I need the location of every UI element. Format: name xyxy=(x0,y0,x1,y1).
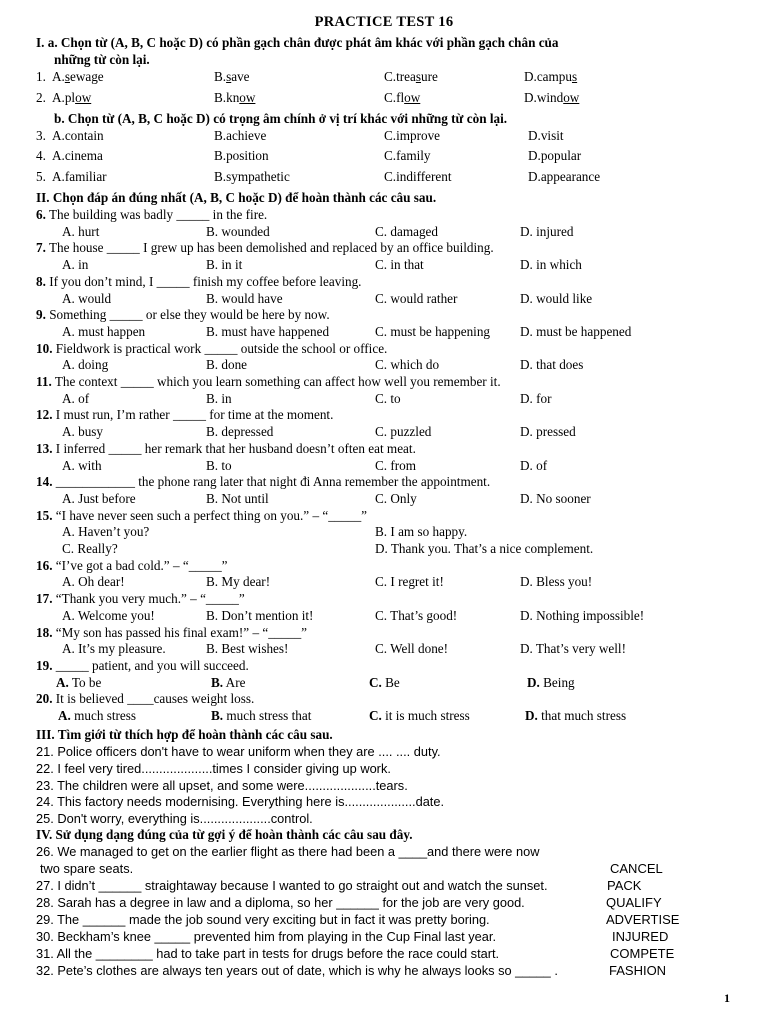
option-letter: A. xyxy=(56,674,69,690)
option-letter: D. xyxy=(524,69,537,84)
answer-option: C. I regret it! xyxy=(375,574,444,590)
answer-option: C.indifferent xyxy=(384,169,452,184)
option-letter: A. xyxy=(52,69,65,84)
option-text: campu xyxy=(536,69,572,84)
answer-option xyxy=(527,674,575,691)
answer-option xyxy=(384,68,438,85)
question-stem xyxy=(36,340,387,357)
section-heading-cont: những từ còn lại. xyxy=(54,52,150,67)
answer-option: B. would have xyxy=(206,290,283,306)
question-number: 7. xyxy=(36,240,46,256)
question-stem xyxy=(36,239,494,256)
answer-option: D.appearance xyxy=(528,169,601,184)
question-stem xyxy=(36,440,416,457)
answer-option: C. to xyxy=(375,390,401,406)
option-letter: C. xyxy=(369,708,382,723)
question-text: Fieldwork is practical work _____ outside the school or office. xyxy=(52,340,388,356)
answer-option: B. done xyxy=(206,357,248,373)
answer-option: D. that does xyxy=(520,357,584,373)
word-form-sentence: 29. The ______ made the job sound very exciting but in fact it was pretty boring. xyxy=(36,912,490,927)
underlined-part: s xyxy=(415,69,421,84)
answer-option: C.improve xyxy=(384,128,441,143)
question-stem xyxy=(36,406,333,423)
option-text: Be xyxy=(385,674,400,690)
answer-option: D. pressed xyxy=(520,424,576,440)
answer-option: A. in xyxy=(62,257,89,273)
cue-word: CANCEL xyxy=(610,861,663,876)
underlined-part: ow xyxy=(563,90,580,105)
answer-option: C.family xyxy=(384,148,431,163)
answer-option: D. injured xyxy=(520,223,574,239)
answer-option: D. That’s very well! xyxy=(520,641,626,657)
question-number: 19. xyxy=(36,657,53,673)
question-stem xyxy=(36,624,307,641)
section-heading: II. Chọn đáp án đúng nhất (A, B, C hoặc D) để hoàn thành các câu sau. xyxy=(36,190,437,205)
question-stem xyxy=(36,507,367,524)
answer-option: B. Don’t mention it! xyxy=(206,607,314,623)
answer-option: B. I am so happy. xyxy=(375,524,468,540)
word-form-sentence: 32. Pete’s clothes are always ten years out of date, which is why he always looks so _____ . xyxy=(36,963,558,978)
question-number: 14. xyxy=(36,474,53,490)
answer-option: A. It’s my pleasure. xyxy=(62,641,166,657)
question-number: 3. xyxy=(36,128,46,143)
question-stem xyxy=(36,373,501,390)
option-letter: B. xyxy=(211,708,224,723)
answer-option: B. My dear! xyxy=(206,574,271,590)
word-form-sentence-cont: two spare seats. xyxy=(40,861,134,876)
word-form-sentence: 31. All the ________ had to take part in tests for drugs before the race could start. xyxy=(36,946,500,961)
answer-option xyxy=(211,707,311,724)
answer-option xyxy=(524,68,577,85)
answer-option: C. from xyxy=(375,457,417,473)
underlined-part: ow xyxy=(404,90,421,105)
question-text: The house _____ I grew up has been demolished and replaced by an office building. xyxy=(45,240,494,256)
answer-option: A. would xyxy=(62,290,112,306)
question-number: 10. xyxy=(36,340,53,356)
answer-option: A. of xyxy=(62,390,90,406)
option-text: it is much stress xyxy=(385,708,470,723)
option-letter: A. xyxy=(58,708,71,723)
question-stem xyxy=(36,657,249,674)
option-letter: C. xyxy=(369,674,382,690)
question-text: “My son has passed his final exam!” – “_____” xyxy=(52,624,308,640)
answer-option xyxy=(56,674,101,691)
answer-option: A. Oh dear! xyxy=(62,574,125,590)
cue-word: PACK xyxy=(607,878,642,893)
answer-option xyxy=(52,68,104,85)
answer-option: A. busy xyxy=(62,424,104,440)
section-heading: I. a. Chọn từ (A, B, C hoặc D) có phần gạch chân được phát âm khác với phần gạch chân của xyxy=(36,35,559,50)
underlined-part: ow xyxy=(239,90,256,105)
question-number: 20. xyxy=(36,691,53,707)
answer-option: B. in it xyxy=(206,257,243,273)
answer-option xyxy=(525,707,626,724)
cue-word: COMPETE xyxy=(610,946,675,961)
question-text: ____________ the phone rang later that night đi Anna remember the appointment. xyxy=(52,474,491,490)
answer-option: A. doing xyxy=(62,357,109,373)
cue-word: QUALIFY xyxy=(606,895,662,910)
answer-option: D. Thank you. That’s a nice complement. xyxy=(375,541,594,556)
option-text: ewage xyxy=(69,69,104,84)
answer-option: A. Just before xyxy=(62,490,136,506)
underlined-part: ow xyxy=(75,90,92,105)
option-text: wind xyxy=(536,90,564,105)
question-stem xyxy=(36,473,490,490)
question-text: I inferred _____ her remark that her husband doesn’t often eat meat. xyxy=(52,440,416,456)
fill-in-sentence: 23. The children were all upset, and some were....................tears. xyxy=(36,777,408,793)
question-text: _____ patient, and you will succeed. xyxy=(52,657,249,673)
answer-option: B.sympathetic xyxy=(214,169,290,184)
question-number: 15. xyxy=(36,507,53,523)
option-text: that much stress xyxy=(541,708,627,723)
answer-option xyxy=(369,674,400,691)
answer-option: A.cinema xyxy=(52,148,103,163)
question-number: 13. xyxy=(36,440,53,456)
answer-option: C. puzzled xyxy=(375,424,432,440)
answer-option: B. in xyxy=(206,390,232,406)
answer-option: A. Welcome you! xyxy=(62,607,155,623)
question-number: 8. xyxy=(36,273,46,289)
answer-option: B.position xyxy=(214,148,269,163)
answer-option: D. No sooner xyxy=(520,490,591,506)
answer-option: C. would rather xyxy=(375,290,458,306)
answer-option: C. Well done! xyxy=(375,641,449,657)
fill-in-sentence: 25. Don't worry, everything is....................control. xyxy=(36,811,313,827)
option-text: much stress that xyxy=(226,708,312,723)
question-text: It is believed ____causes weight loss. xyxy=(52,691,255,707)
cue-word: INJURED xyxy=(612,929,669,944)
page-title: PRACTICE TEST 16 xyxy=(314,14,454,30)
fill-in-sentence: 22. I feel very tired....................times I consider giving up work. xyxy=(36,760,391,776)
answer-option: A.contain xyxy=(52,128,104,143)
answer-option: D.visit xyxy=(528,128,564,143)
answer-option xyxy=(214,89,255,106)
answer-option: D.popular xyxy=(528,148,582,163)
answer-option xyxy=(384,89,420,106)
question-number: 17. xyxy=(36,591,53,607)
option-text: To be xyxy=(71,674,102,690)
answer-option: D. for xyxy=(520,390,552,406)
underlined-part: s xyxy=(226,69,232,84)
cue-word: FASHION xyxy=(609,963,667,978)
question-number: 16. xyxy=(36,557,53,573)
answer-option xyxy=(52,89,91,106)
question-text: The building was badly _____ in the fire. xyxy=(45,207,268,222)
answer-option xyxy=(211,674,245,691)
section-heading: b. Chọn từ (A, B, C hoặc D) có trọng âm chính ở vị trí khác với những từ còn lại. xyxy=(54,111,508,126)
question-number: 2. xyxy=(36,90,46,105)
fill-in-sentence: 21. Police officers don't have to wear uniform when they are .... .... duty. xyxy=(36,744,441,759)
question-text: If you don’t mind, I _____ finish my coffee before leaving. xyxy=(45,273,362,289)
answer-option xyxy=(214,68,250,85)
answer-option xyxy=(524,89,579,106)
option-letter: D. xyxy=(525,708,538,723)
option-letter: B. xyxy=(214,69,227,84)
word-form-sentence: 27. I didn’t ______ straightaway because I wanted to go straight out and watch the sunset. xyxy=(36,878,548,893)
answer-option: B. depressed xyxy=(206,424,274,440)
word-form-sentence: 30. Beckham’s knee _____ prevented him from playing in the Cup Final last year. xyxy=(36,929,497,944)
answer-option: C. damaged xyxy=(375,223,438,239)
underlined-part: s xyxy=(64,69,70,84)
question-stem xyxy=(36,590,245,607)
section-heading: IV. Sử dụng dạng đúng của từ gợi ý để hoàn thành các câu sau đây. xyxy=(36,827,413,842)
question-number: 9. xyxy=(36,307,46,323)
option-text: fl xyxy=(396,90,405,105)
option-letter: C. xyxy=(384,69,397,84)
question-stem xyxy=(36,273,361,290)
answer-option: D. would like xyxy=(520,290,593,306)
question-number: 11. xyxy=(36,374,52,389)
option-text: kn xyxy=(226,90,240,105)
answer-option: B.achieve xyxy=(214,128,267,143)
option-text: pl xyxy=(64,90,76,105)
answer-option: C. Really? xyxy=(62,541,118,556)
question-text: Something _____ or else they would be here by now. xyxy=(45,307,330,323)
word-form-sentence: 28. Sarah has a degree in law and a diploma, so her ______ for the job are very good. xyxy=(36,895,525,910)
question-number: 4. xyxy=(36,148,46,163)
question-text: The context _____ which you learn something can affect how well you remember it. xyxy=(51,374,501,389)
question-number: 18. xyxy=(36,624,53,640)
answer-option: A. Haven’t you? xyxy=(62,524,150,540)
question-number: 6. xyxy=(36,207,46,222)
answer-option: C. That’s good! xyxy=(375,607,458,623)
answer-option: C. in that xyxy=(375,257,424,273)
option-letter: B. xyxy=(211,674,224,690)
option-text: much stress xyxy=(74,708,137,723)
answer-option: B. to xyxy=(206,457,232,473)
answer-option: A. hurt xyxy=(62,223,100,239)
answer-option: D. of xyxy=(520,457,548,473)
option-letter: D. xyxy=(527,674,540,690)
option-text: trea xyxy=(396,69,416,84)
question-number: 1. xyxy=(36,69,46,84)
answer-option xyxy=(369,707,470,724)
option-text: ure xyxy=(421,69,438,84)
option-text: Are xyxy=(225,674,246,690)
page-number: 1 xyxy=(724,991,730,1005)
answer-option: B. wounded xyxy=(206,223,270,239)
answer-option: D. must be happened xyxy=(520,323,632,339)
cue-word: ADVERTISE xyxy=(606,912,680,927)
option-letter: D. xyxy=(524,90,537,105)
answer-option: A.familiar xyxy=(52,169,107,184)
question-stem xyxy=(36,690,254,707)
answer-option: B. Not until xyxy=(206,490,269,506)
answer-option: D. Nothing impossible! xyxy=(520,607,645,623)
option-text: Being xyxy=(543,674,575,690)
question-number: 12. xyxy=(36,407,53,423)
answer-option: A. must happen xyxy=(62,323,146,339)
question-text: “I have never seen such a perfect thing on you.” – “_____” xyxy=(52,507,368,523)
answer-option: B. must have happened xyxy=(206,323,330,339)
option-letter: C. xyxy=(384,90,397,105)
answer-option xyxy=(58,707,136,724)
word-form-sentence: 26. We managed to get on the earlier flight as there had been a ____and there were now xyxy=(36,844,540,859)
answer-option: B. Best wishes! xyxy=(206,641,289,657)
underlined-part: s xyxy=(571,69,578,84)
question-stem xyxy=(36,557,228,574)
answer-option: C. which do xyxy=(375,357,440,373)
answer-option: A. with xyxy=(62,457,102,473)
answer-option: D. Bless you! xyxy=(520,574,593,590)
answer-option: C. Only xyxy=(375,490,417,506)
option-letter: B. xyxy=(214,90,227,105)
question-text: “Thank you very much.” – “_____” xyxy=(52,591,245,607)
option-letter: A. xyxy=(52,90,65,105)
option-text: ave xyxy=(231,69,250,84)
question-text: “I’ve got a bad cold.” – “_____” xyxy=(52,557,228,573)
question-number: 5. xyxy=(36,169,46,184)
question-stem xyxy=(36,306,330,323)
fill-in-sentence: 24. This factory needs modernising. Everything here is....................date. xyxy=(36,794,445,810)
answer-option: D. in which xyxy=(520,257,582,273)
question-text: I must run, I’m rather _____ for time at the moment. xyxy=(52,407,334,423)
answer-option: C. must be happening xyxy=(375,323,491,339)
question-stem xyxy=(36,206,267,223)
section-heading: III. Tìm giới từ thích hợp để hoàn thành các câu sau. xyxy=(36,727,333,742)
